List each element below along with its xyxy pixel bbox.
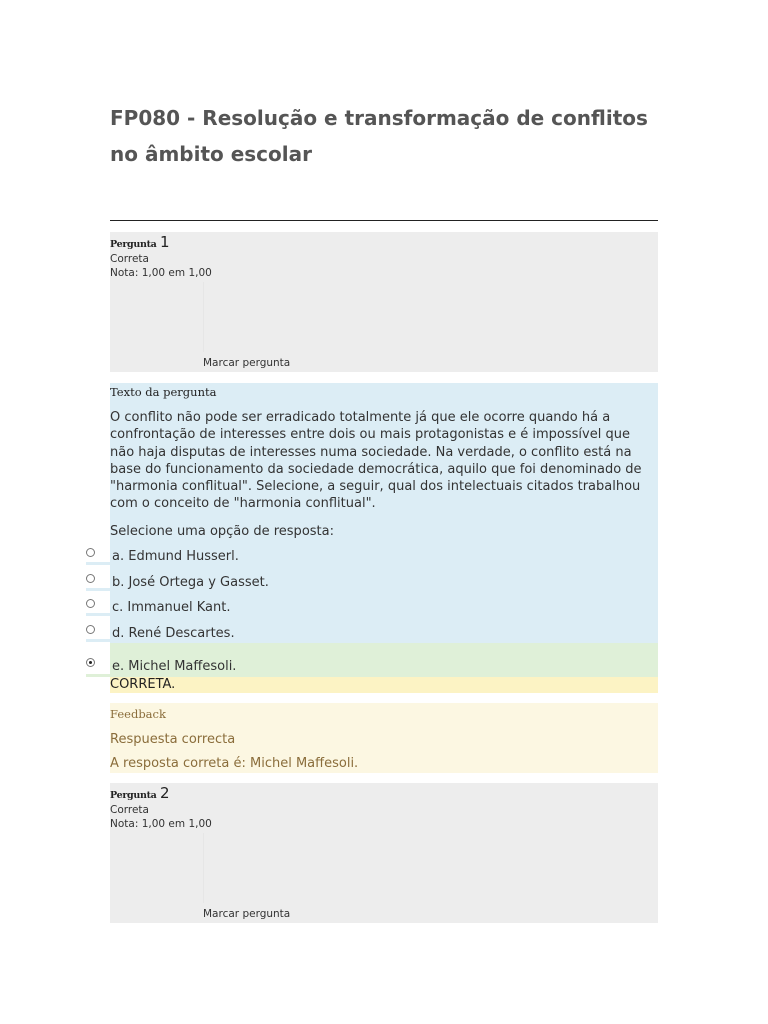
answer-option-label: d. René Descartes. bbox=[112, 626, 235, 641]
radio-underline bbox=[86, 562, 112, 565]
page-title: FP080 - Resolução e transformação de conflitos no âmbito escolar bbox=[110, 106, 648, 166]
question-state: Correta bbox=[110, 804, 149, 816]
answer-option-a[interactable] bbox=[86, 546, 658, 570]
radio-button[interactable] bbox=[86, 599, 95, 608]
question-grade: Nota: 1,00 em 1,00 bbox=[110, 267, 212, 279]
question-text-heading: Texto da pergunta bbox=[110, 385, 217, 399]
question-label: Pergunta bbox=[110, 790, 157, 801]
answer-prompt: Selecione uma opção de resposta: bbox=[110, 524, 334, 539]
radio-button[interactable] bbox=[86, 574, 95, 583]
question-2-info bbox=[110, 783, 658, 923]
question-text: O conflito não pode ser erradicado totalmente já que ele ocorre quando há a confrontação de interesses entre dois ou mais protagonistas e é impossível que não haja disputas de interesses numa sociedade. Na verdade, o conflito está na base do funcionamento da sociedade democrática, aquilo que foi denominado de "harmonia conflitual". Selecione, a seguir, qual dos intelectuais citados trabalhou com o conceito de "harmonia conflitual". bbox=[110, 410, 642, 512]
radio-underline bbox=[86, 639, 112, 642]
answer-option-label: c. Immanuel Kant. bbox=[112, 600, 231, 615]
question-1-feedback bbox=[110, 703, 658, 773]
radio-button[interactable] bbox=[86, 548, 95, 557]
answer-option-label: a. Edmund Husserl. bbox=[112, 549, 239, 564]
answer-option-c[interactable] bbox=[86, 597, 658, 621]
feedback-heading: Feedback bbox=[110, 707, 166, 721]
question-number-value: 2 bbox=[160, 784, 170, 802]
question-number-value: 1 bbox=[160, 233, 170, 251]
question-state: Correta bbox=[110, 253, 149, 265]
answer-option-label: e. Michel Maffesoli. bbox=[112, 659, 237, 674]
question-1-info bbox=[110, 232, 658, 372]
radio-underline bbox=[86, 588, 112, 591]
feedback-right-answer: A resposta correta é: Michel Maffesoli. bbox=[110, 756, 359, 771]
radio-button-checked[interactable] bbox=[86, 658, 95, 667]
flag-question-link[interactable]: Marcar pergunta bbox=[203, 908, 291, 920]
title-divider bbox=[110, 220, 658, 221]
question-label: Pergunta bbox=[110, 239, 157, 250]
flag-column bbox=[203, 833, 204, 903]
flag-question-link[interactable]: Marcar pergunta bbox=[203, 357, 291, 369]
flag-column bbox=[203, 282, 204, 352]
answer-option-d[interactable] bbox=[86, 623, 658, 647]
question-grade: Nota: 1,00 em 1,00 bbox=[110, 818, 212, 830]
question-number bbox=[110, 785, 170, 804]
radio-underline bbox=[86, 613, 112, 616]
answer-option-label: b. José Ortega y Gasset. bbox=[112, 575, 269, 590]
feedback-general: Respuesta correcta bbox=[110, 732, 236, 747]
question-number bbox=[110, 234, 170, 253]
answer-correct-label: CORRETA. bbox=[110, 677, 658, 693]
radio-button[interactable] bbox=[86, 625, 95, 634]
answer-option-b[interactable] bbox=[86, 572, 658, 596]
